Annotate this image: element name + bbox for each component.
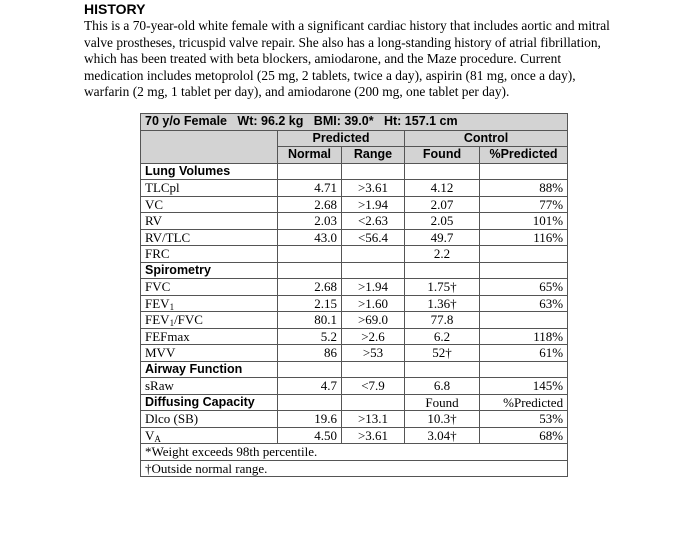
pct-value: 68% [480,427,568,444]
normal-value: 2.03 [278,213,342,230]
section-airway-function: Airway Function [141,361,278,378]
pct-value: 53% [480,411,568,428]
history-paragraph: This is a 70-year-old white female with a significant cardiac history that includes aortic and mitral valve prostheses, tricuspid valve repair. She also has a long-standing history of atrial fibrillation, which has been treated with beta blockers, amiodarone, and the Maze procedure. Current medication includes metoprolol (25 mg, 2 tablets, twice a day), aspirin (81 mg, once a day), warfarin (2 mg, 1 tablet per day), and amiodarone (200 mg, one tablet per day). [84,18,610,99]
normal-value: 5.2 [278,328,342,345]
pct-predicted-column-header: %Predicted [480,147,568,164]
found-value: 1.36† [405,295,480,312]
row-label: sRaw [141,378,278,395]
table-row [141,246,568,263]
section-diffusing-capacity: Diffusing Capacity [141,394,278,411]
normal-value: 4.71 [278,180,342,197]
pct-value [480,246,568,263]
pct-value: 101% [480,213,568,230]
pct-value: 77% [480,196,568,213]
pct-value: 88% [480,180,568,197]
range-value: >3.61 [342,180,405,197]
table-row [141,328,568,345]
section-lung-volumes: Lung Volumes [141,163,278,180]
pct-value: 145% [480,378,568,395]
predicted-group-header: Predicted [278,130,405,147]
found-value: 1.75† [405,279,480,296]
normal-value: 2.68 [278,196,342,213]
section-row [141,163,568,180]
section-row [141,394,568,411]
normal-value: 4.50 [278,427,342,444]
row-label: $V_A$ [141,427,278,444]
table-row [141,196,568,213]
section-row [141,361,568,378]
range-value: >13.1 [342,411,405,428]
table-row [141,180,568,197]
found-value: 77.8 [405,312,480,329]
normal-value: 43.0 [278,229,342,246]
row-label: FVC [141,279,278,296]
range-value: >2.6 [342,328,405,345]
table-row [141,411,568,428]
range-value [342,246,405,263]
range-value: >1.94 [342,196,405,213]
table-row [141,378,568,395]
found-value: 2.05 [405,213,480,230]
history-heading: HISTORY [84,1,146,17]
section-row [141,262,568,279]
normal-value: 4.7 [278,378,342,395]
footnote-weight: *Weight exceeds 98th percentile. [141,444,568,461]
group-header-row [141,130,568,147]
range-value: >1.94 [342,279,405,296]
range-column-header: Range [342,147,405,164]
row-label: VC [141,196,278,213]
table-row [141,295,568,312]
found-value: 6.2 [405,328,480,345]
pct-value: 65% [480,279,568,296]
found-value: 49.7 [405,229,480,246]
row-label: FEFmax [141,328,278,345]
range-value: >3.61 [342,427,405,444]
table-row [141,229,568,246]
header-blank [141,147,278,164]
row-label: FRC [141,246,278,263]
row-label: RV [141,213,278,230]
pct-predicted-subheader: %Predicted [480,394,568,411]
found-value: 3.04† [405,427,480,444]
row-label: $FEV_1$ [141,295,278,312]
table-row [141,345,568,362]
footnote-outside-range: †Outside normal range. [141,460,568,477]
pct-value: 61% [480,345,568,362]
normal-column-header: Normal [278,147,342,164]
column-header-row [141,147,568,164]
range-value: <2.63 [342,213,405,230]
found-value: 4.12 [405,180,480,197]
pct-value: 118% [480,328,568,345]
table-row [141,427,568,444]
pct-value: 63% [480,295,568,312]
normal-value: 86 [278,345,342,362]
found-value: 52† [405,345,480,362]
range-value: <7.9 [342,378,405,395]
table-row [141,279,568,296]
found-value: 6.8 [405,378,480,395]
normal-value: 80.1 [278,312,342,329]
normal-value [278,246,342,263]
pct-value [480,312,568,329]
footnote-row [141,444,568,461]
patient-summary: 70 y/o Female Wt: 96.2 kg BMI: 39.0* Ht: 157.1 cm [141,114,568,131]
found-value: 2.07 [405,196,480,213]
control-group-header: Control [405,130,568,147]
range-value: >69.0 [342,312,405,329]
found-subheader: Found [405,394,480,411]
pct-value: 116% [480,229,568,246]
range-value: >1.60 [342,295,405,312]
row-label: Dlco (SB) [141,411,278,428]
pulmonary-function-table [140,113,568,477]
row-label: $FEV_1$/FVC [141,312,278,329]
found-value: 10.3† [405,411,480,428]
table-row [141,312,568,329]
found-column-header: Found [405,147,480,164]
normal-value: 19.6 [278,411,342,428]
range-value: <56.4 [342,229,405,246]
normal-value: 2.15 [278,295,342,312]
table-title-row [141,114,568,131]
row-label: TLCpl [141,180,278,197]
footnote-row [141,460,568,477]
row-label: MVV [141,345,278,362]
normal-value: 2.68 [278,279,342,296]
header-blank [141,130,278,147]
found-value: 2.2 [405,246,480,263]
table-row [141,213,568,230]
row-label: RV/TLC [141,229,278,246]
range-value: >53 [342,345,405,362]
section-spirometry: Spirometry [141,262,278,279]
